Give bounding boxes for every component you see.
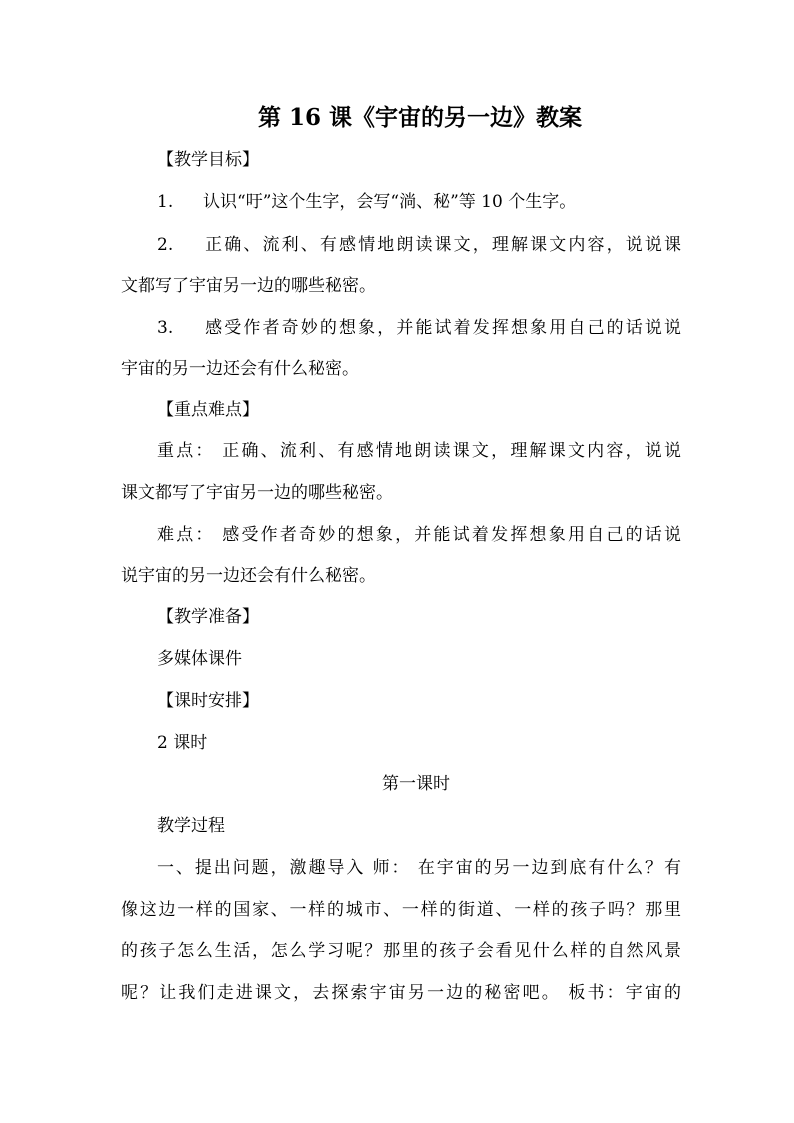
goal-3-text-1: 感受作者奇妙的想象，并能试着发挥想象用自己的话说说 [203, 318, 681, 338]
goals-heading: 【教学目标】 [157, 150, 259, 170]
schedule-heading: 【课时安排】 [157, 691, 259, 711]
intro-line-4: 呢？让我们走进课文，去探索宇宙另一边的秘密吧。 板书：宇宙的 [121, 983, 681, 1003]
goal-2-line-2: 文都写了宇宙另一边的哪些秘密。 [121, 276, 376, 296]
key-difficulty-heading: 【重点难点】 [157, 400, 259, 420]
intro-line-1: 一、提出问题，激趣导入 师： 在宇宙的另一边到底有什么？有 [157, 858, 681, 878]
prep-text: 多媒体课件 [157, 649, 242, 669]
difficulty-line-1: 难点： 感受作者奇妙的想象，并能试着发挥想象用自己的话说 [157, 525, 681, 545]
key-point-line-1: 重点： 正确、流利、有感情地朗读课文，理解课文内容，说说 [157, 441, 681, 461]
goal-3-line-2: 宇宙的另一边还会有什么秘密。 [121, 359, 359, 379]
goal-2-number: 2. [157, 235, 174, 255]
document-title: 第 16 课《宇宙的另一边》教案 [257, 104, 583, 131]
prep-heading: 【教学准备】 [157, 607, 259, 627]
goal-1 [157, 188, 681, 216]
schedule-text: 2 课时 [157, 733, 208, 753]
goal-2-text-1: 正确、流利、有感情地朗读课文，理解课文内容，说说课 [203, 235, 681, 255]
goal-1-text: 认识“吁”这个生字，会写“淌、秘”等 10 个生字。 [203, 192, 577, 212]
key-point-line-2: 课文都写了宇宙另一边的哪些秘密。 [121, 483, 393, 503]
goal-2-line-1 [157, 231, 681, 259]
lesson-heading: 第一课时 [382, 774, 450, 794]
difficulty-line-2: 说宇宙的另一边还会有什么秘密。 [121, 566, 376, 586]
goal-3-number: 3. [157, 318, 174, 338]
goal-3-line-1 [157, 314, 681, 342]
intro-line-3: 的孩子怎么生活，怎么学习呢？那里的孩子会看见什么样的自然风景 [121, 941, 681, 961]
process-heading: 教学过程 [157, 816, 225, 836]
intro-line-2: 像这边一样的国家、一样的城市、一样的街道、一样的孩子吗？那里 [121, 900, 681, 920]
goal-1-number: 1. [157, 192, 174, 212]
